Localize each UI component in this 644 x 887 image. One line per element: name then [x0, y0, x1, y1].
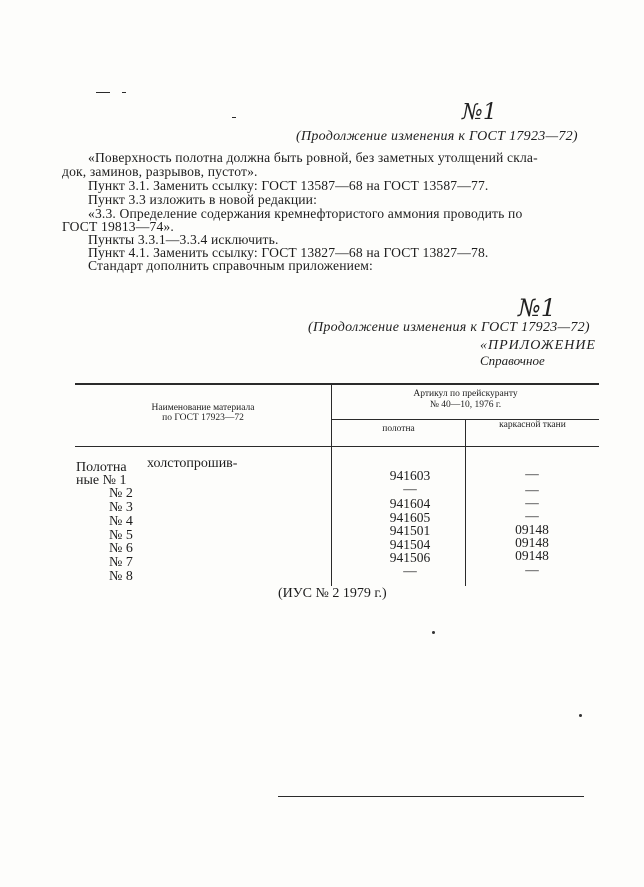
row-name-5: № 5 [109, 528, 133, 543]
ius-reference: (ИУС № 2 1979 г.) [278, 586, 387, 601]
stray-mark [96, 92, 110, 93]
row-polotna-4: 941605 [389, 510, 431, 525]
body-line-7: Пункты 3.3.1—3.3.4 исключить. [88, 232, 279, 247]
appendix-subtitle: Справочное [480, 353, 545, 368]
handwritten-number-mid: №1 [518, 294, 556, 322]
row-karkas-2: — [525, 482, 539, 497]
row-polotna-7: 941506 [389, 550, 431, 565]
row-karkas-1: — [525, 466, 539, 481]
handwritten-number-top: №1 [462, 100, 497, 125]
header-polotna: полотна [382, 424, 415, 434]
appendix-title: «ПРИЛОЖЕНИЕ [480, 338, 596, 353]
stray-dot [432, 631, 435, 634]
body-line-4: Пункт 3.3 изложить в новой редакции: [88, 192, 318, 207]
header-material-name-1: Наименование материала [151, 403, 255, 413]
table-top-rule [75, 383, 599, 385]
material-name-b: холстопрошив- [147, 456, 238, 471]
continuation-heading-mid: (Продолжение изменения к ГОСТ 17923—72) [308, 320, 590, 335]
row-name-4: № 4 [109, 514, 133, 529]
body-line-3: Пункт 3.1. Заменить ссылку: ГОСТ 13587—68 на ГОСТ 13587—77. [88, 178, 489, 193]
row-name-8: № 8 [109, 569, 133, 584]
row-polotna-3: 941604 [389, 496, 431, 511]
row-polotna-6: 941504 [389, 537, 431, 552]
continuation-heading-top: (Продолжение изменения к ГОСТ 17923—72) [296, 129, 578, 144]
header-karkas: каркасной ткани [499, 420, 566, 430]
row-karkas-5: 09148 [515, 522, 549, 537]
body-line-9: Стандарт дополнить справочным приложением: [88, 258, 373, 273]
row-polotna-1: 941603 [389, 468, 431, 483]
header-article-2: № 40—10, 1976 г. [429, 400, 502, 410]
row-karkas-4: — [525, 508, 539, 523]
stray-mark [122, 92, 126, 93]
row-name-7: № 7 [109, 555, 133, 570]
table-header-bottom-rule [75, 446, 599, 447]
row-karkas-7: 09148 [515, 548, 549, 563]
table-col-divider-1 [331, 383, 332, 586]
row-karkas-3: — [525, 495, 539, 510]
body-line-6: ГОСТ 19813—74». [62, 219, 174, 234]
row-name-3: № 3 [109, 500, 133, 515]
row-name-6: № 6 [109, 541, 133, 556]
row-karkas-6: 09148 [515, 535, 549, 550]
row-name-1: ные № 1 [76, 473, 127, 488]
material-name-a: Полотна [76, 460, 127, 475]
stray-mark [232, 117, 236, 118]
bottom-rule [278, 796, 584, 797]
body-line-1: «Поверхность полотна должна быть ровной, без заметных утолщений скла- [88, 150, 538, 165]
body-line-2: док, заминов, разрывов, пустот». [62, 164, 258, 179]
row-polotna-2: — [403, 481, 417, 496]
header-material-name-2: по ГОСТ 17923—72 [162, 413, 244, 423]
row-karkas-8: — [525, 562, 539, 577]
table-col-divider-2 [465, 419, 466, 586]
row-polotna-8: — [403, 563, 417, 578]
body-line-8: Пункт 4.1. Заменить ссылку: ГОСТ 13827—68 на ГОСТ 13827—78. [88, 245, 489, 260]
body-line-5: «3.3. Определение содержания кремнефтористого аммония проводить по [88, 206, 523, 221]
row-name-2: № 2 [109, 486, 133, 501]
row-polotna-5: 941501 [389, 523, 431, 538]
header-article-1: Артикул по прейскуранту [413, 389, 518, 399]
stray-dot [579, 714, 582, 717]
